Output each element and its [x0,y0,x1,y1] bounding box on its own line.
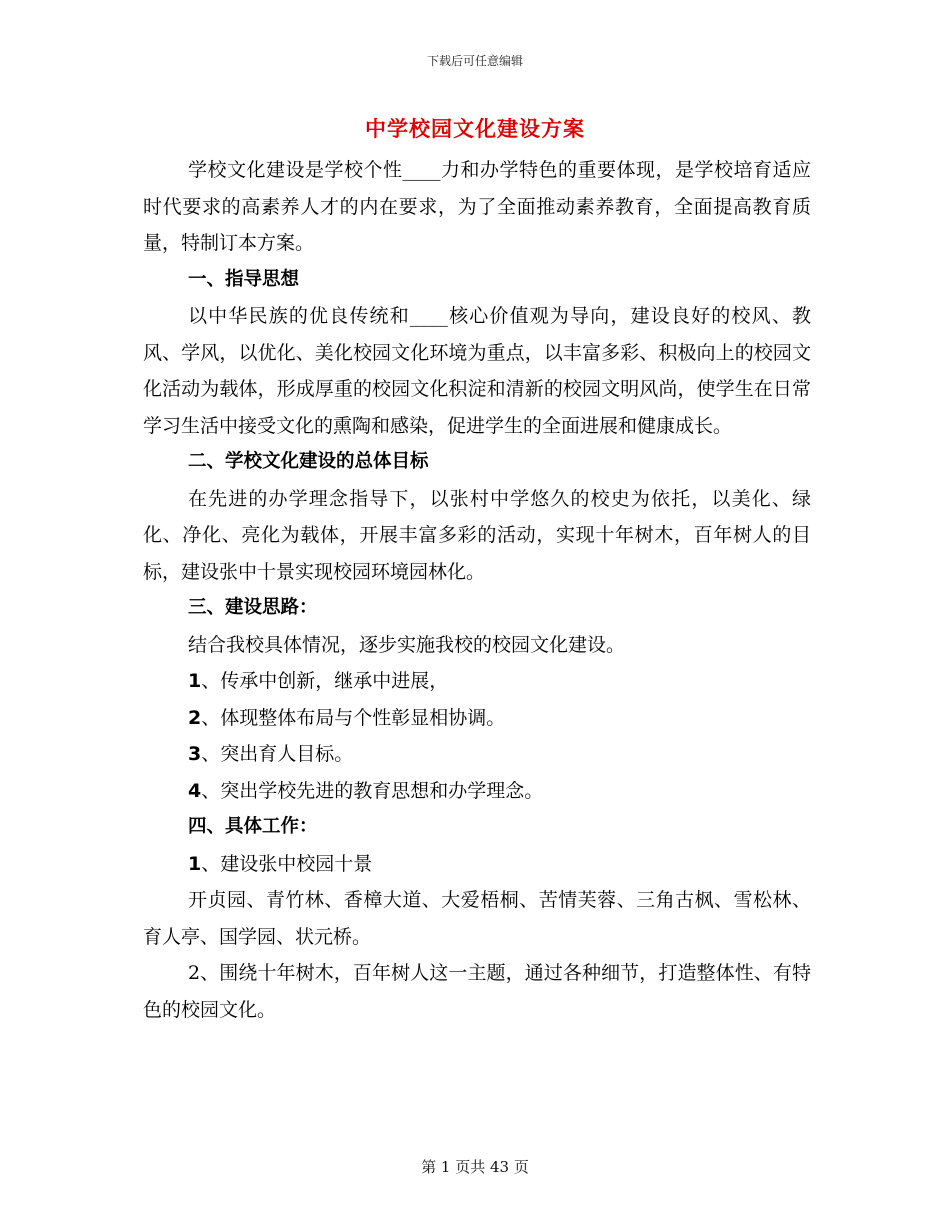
section-heading-4: 四、具体工作： [188,816,318,837]
list-item-text: 、传承中创新，继承中进展， [201,670,449,692]
list-item [143,846,811,883]
section-lead-3: 结合我校具体情况，逐步实施我校的校园文化建设。 [188,633,626,656]
list-item [143,700,811,737]
document-body [143,152,811,1028]
document-title: 中学校园文化建设方案 [365,117,585,141]
list-item-text: 、体现整体布局与个性彰显相协调。 [201,706,506,729]
list-item [143,773,811,810]
scenes-paragraph: 开贞园、青竹林、香樟大道、大爱梧桐、苦情芙蓉、三角古枫、雪松林、育人亭、国学园、状元桥。 [143,889,811,948]
list-item [143,663,811,700]
section-paragraph-1: 以中华民族的优良传统和____核心价值观为导向，建设良好的校风、教风、学风，以优化、美化校园文化环境为重点，以丰富多彩、积极向上的校园文化活动为载体，形成厚重的校园文化积淀和清新的校园文明风尚，使学生在日常学习生活中接受文化的熏陶和感染，促进学生的全面进展和健康成长。 [143,305,811,437]
page-footer: 第 1 页共 43 页 [421,1158,529,1176]
list-item-text: 、突出学校先进的教育思想和办学理念。 [201,779,544,802]
section-paragraph-2: 在先进的办学理念指导下，以张村中学悠久的校史为依托，以美化、绿化、净化、亮化为载体，开展丰富多彩的活动，实现十年树木，百年树人的目标，建设张中十景实现校园环境园林化。 [143,487,811,583]
list-item [143,955,811,1028]
list-item-number: 1 [188,852,202,875]
list-item-number: 2 [188,706,202,729]
section-heading-1: 一、指导思想 [188,268,300,290]
list-item-text: 、突出育人目标。 [201,743,354,765]
list-item-number: 2 [188,962,201,984]
section-heading-2: 二、学校文化建设的总体目标 [188,451,429,472]
list-item-number: 3 [188,743,202,765]
header-note: 下载后可任意编辑 [426,54,523,68]
list-item-number: 1 [188,670,202,692]
list-item [143,736,811,773]
list-item-text: 、建设张中校园十景 [201,852,373,875]
intro-paragraph: 学校文化建设是学校个性____力和办学特色的重要体现，是学校培育适应时代要求的高素养人才的内在要求，为了全面推动素养教育，全面提高教育质量，特制订本方案。 [143,159,811,254]
section-heading-3: 三、建设思路： [188,597,318,618]
list-item-text: 、围绕十年树木，百年树人这一主题，通过各种细节，打造整体性、有特色的校园文化。 [143,962,811,1021]
list-item-number: 4 [188,779,202,802]
